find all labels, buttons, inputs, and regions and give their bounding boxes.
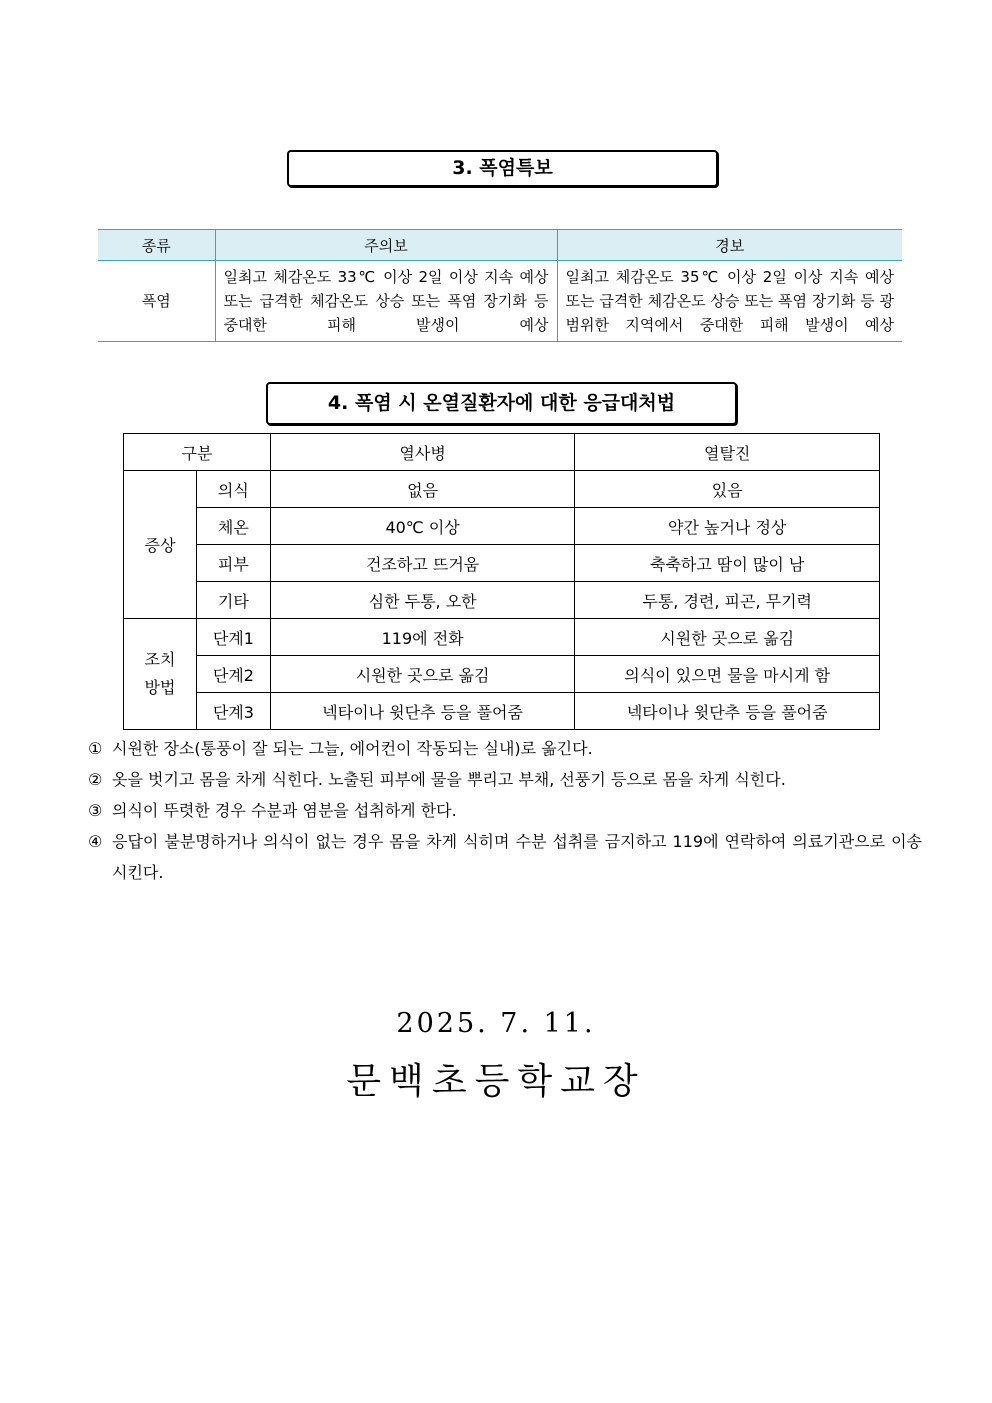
table-header-row — [124, 434, 880, 471]
section3-title: 3. 폭염특보 — [287, 150, 718, 187]
table-row — [124, 656, 880, 693]
row-label: 단계1 — [196, 619, 270, 656]
heatstroke-cell: 40℃ 이상 — [270, 508, 575, 545]
list-item — [88, 826, 922, 888]
note-number: ① — [88, 739, 103, 758]
note-text: 응답이 불분명하거나 의식이 없는 경우 몸을 차게 식히며 수분 섭취를 금지하고 119에 연락하여 의료기관으로 이송시킨다. — [112, 832, 922, 882]
section4-title: 4. 폭염 시 온열질환자에 대한 응급대처법 — [266, 382, 737, 425]
heatstroke-cell: 없음 — [270, 471, 575, 508]
exhaustion-cell: 있음 — [575, 471, 880, 508]
row-label: 단계3 — [196, 693, 270, 730]
document-date: 2025. 7. 11. — [396, 1008, 596, 1039]
row-label: 피부 — [196, 545, 270, 582]
heat-alert-table — [98, 229, 902, 342]
symptoms-group-label: 증상 — [124, 471, 197, 619]
note-number: ④ — [88, 832, 103, 851]
exhaustion-cell: 시원한 곳으로 옮김 — [575, 619, 880, 656]
table-row — [124, 471, 880, 508]
note-text: 시원한 장소(통풍이 잘 되는 그늘, 에어컨이 작동되는 실내)로 옮긴다. — [112, 739, 593, 758]
list-item — [88, 795, 922, 826]
list-item — [88, 764, 922, 795]
actions-group-line2: 방법 — [144, 678, 176, 697]
header-type: 종류 — [98, 230, 215, 261]
exhaustion-cell: 축축하고 땀이 많이 남 — [575, 545, 880, 582]
note-text: 옷을 벗기고 몸을 차게 식힌다. 노출된 피부에 물을 뿌리고 부채, 선풍기 등으로 몸을 차게 식힌다. — [112, 770, 786, 789]
heatstroke-cell: 넥타이나 윗단추 등을 풀어줌 — [270, 693, 575, 730]
first-aid-table — [123, 433, 880, 730]
table-row — [124, 693, 880, 730]
warning-criteria: 일최고 체감온도 35℃ 이상 2일 이상 지속 예상 또는 급격한 체감온도 상승 또는 폭염 장기화 등 광범위한 지역에서 중대한 피해 발생이 예상 — [557, 261, 902, 342]
table-row — [124, 582, 880, 619]
header-category: 구분 — [124, 434, 271, 471]
exhaustion-cell: 약간 높거나 정상 — [575, 508, 880, 545]
row-label: 의식 — [196, 471, 270, 508]
note-number: ② — [88, 770, 103, 789]
header-warning: 경보 — [557, 230, 902, 261]
table-row — [124, 508, 880, 545]
table-header-row — [98, 230, 902, 261]
row-label: 단계2 — [196, 656, 270, 693]
advisory-criteria: 일최고 체감온도 33℃ 이상 2일 이상 지속 예상 또는 급격한 체감온도 상승 또는 폭염 장기화 등 중대한 피해 발생이 예상 — [215, 261, 557, 342]
exhaustion-cell: 두통, 경련, 피곤, 무기력 — [575, 582, 880, 619]
table-row — [124, 545, 880, 582]
exhaustion-cell: 의식이 있으면 물을 마시게 함 — [575, 656, 880, 693]
row-label: 체온 — [196, 508, 270, 545]
heatstroke-cell: 건조하고 뜨거움 — [270, 545, 575, 582]
signer-name: 문백초등학교장 — [346, 1061, 646, 1102]
note-number: ③ — [88, 801, 103, 820]
heatstroke-cell: 119에 전화 — [270, 619, 575, 656]
row-label: 기타 — [196, 582, 270, 619]
first-aid-notes — [88, 733, 922, 888]
table-row — [124, 619, 880, 656]
note-text: 의식이 뚜렷한 경우 수분과 염분을 섭취하게 한다. — [112, 801, 457, 820]
header-exhaustion: 열탈진 — [575, 434, 880, 471]
exhaustion-cell: 넥타이나 윗단추 등을 풀어줌 — [575, 693, 880, 730]
heatstroke-cell: 시원한 곳으로 옮김 — [270, 656, 575, 693]
actions-group-line1: 조치 — [144, 650, 176, 669]
list-item — [88, 733, 922, 764]
table-row — [98, 261, 902, 342]
alert-type: 폭염 — [98, 261, 215, 342]
heatstroke-cell: 심한 두통, 오한 — [270, 582, 575, 619]
actions-group-label — [124, 619, 197, 730]
header-heatstroke: 열사병 — [270, 434, 575, 471]
header-advisory: 주의보 — [215, 230, 557, 261]
